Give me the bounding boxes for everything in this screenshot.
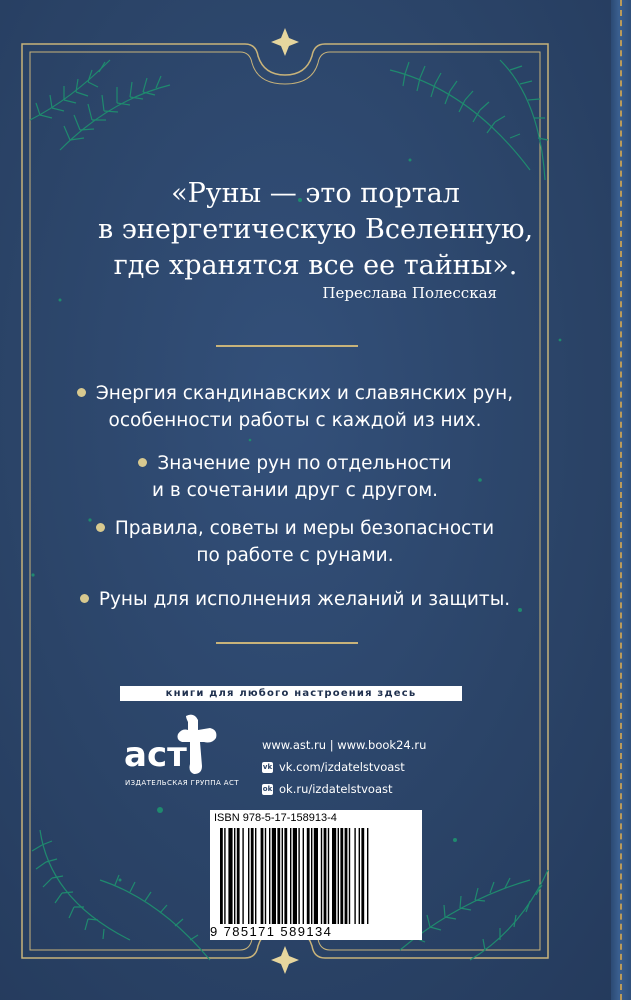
feature-bullet bbox=[0, 450, 590, 504]
vk-icon: vk bbox=[262, 762, 273, 771]
star-icon bbox=[271, 28, 299, 56]
barcode-digits: 9 785171 589134 bbox=[210, 924, 333, 939]
feature-bullet bbox=[0, 586, 590, 613]
bullet-dot-icon bbox=[80, 594, 89, 603]
barcode-bars bbox=[220, 828, 416, 924]
ok-row bbox=[262, 778, 426, 800]
quote-line: в энергетическую Вселенную, bbox=[97, 214, 534, 245]
websites-link[interactable]: www.ast.ru | www.book24.ru bbox=[262, 738, 427, 752]
spine-stitching bbox=[620, 0, 622, 1000]
bullet-dot-icon bbox=[96, 523, 105, 532]
ast-logo-icon bbox=[124, 710, 224, 778]
vk-link[interactable]: vk.com/izdatelstvoast bbox=[279, 760, 405, 774]
quote-line: где хранятся все ее тайны». bbox=[113, 250, 518, 281]
tagline-banner: книги для любого настроения здесь bbox=[120, 686, 462, 701]
publisher-contacts bbox=[262, 734, 426, 800]
isbn-barcode bbox=[210, 810, 422, 940]
feature-bullet bbox=[0, 380, 590, 434]
logo-text: аст bbox=[124, 735, 187, 775]
bullet-text: особенности работы с каждой из них. bbox=[108, 410, 482, 431]
ok-icon: ok bbox=[262, 784, 273, 793]
bullet-text: Руны для исполнения желаний и защиты. bbox=[98, 589, 511, 610]
ok-link[interactable]: ok.ru/izdatelstvoast bbox=[279, 782, 393, 796]
feature-bullet bbox=[0, 515, 590, 569]
bullet-text: по работе с рунами. bbox=[196, 545, 394, 566]
bullet-text: и в сочетании друг с другом. bbox=[151, 480, 439, 501]
bullet-text: Энергия скандинавских и славянских рун, bbox=[95, 383, 514, 404]
vk-row bbox=[262, 756, 426, 778]
bullet-text: Правила, советы и меры безопасности bbox=[114, 518, 495, 539]
isbn-number: ISBN 978-5-17-158913-4 bbox=[214, 812, 337, 824]
websites-row bbox=[262, 734, 426, 756]
bullet-dot-icon bbox=[138, 458, 147, 467]
book-spine bbox=[611, 0, 631, 1000]
quote-line: «Руны — это портал bbox=[171, 178, 460, 209]
quote-author: Переслава Полесская bbox=[322, 284, 497, 302]
star-icon bbox=[271, 946, 299, 974]
publisher-caption: ИЗДАТЕЛЬСКАЯ ГРУППА АСТ bbox=[125, 779, 239, 787]
bullet-text: Значение рун по отдельности bbox=[157, 453, 452, 474]
bullet-dot-icon bbox=[77, 388, 86, 397]
